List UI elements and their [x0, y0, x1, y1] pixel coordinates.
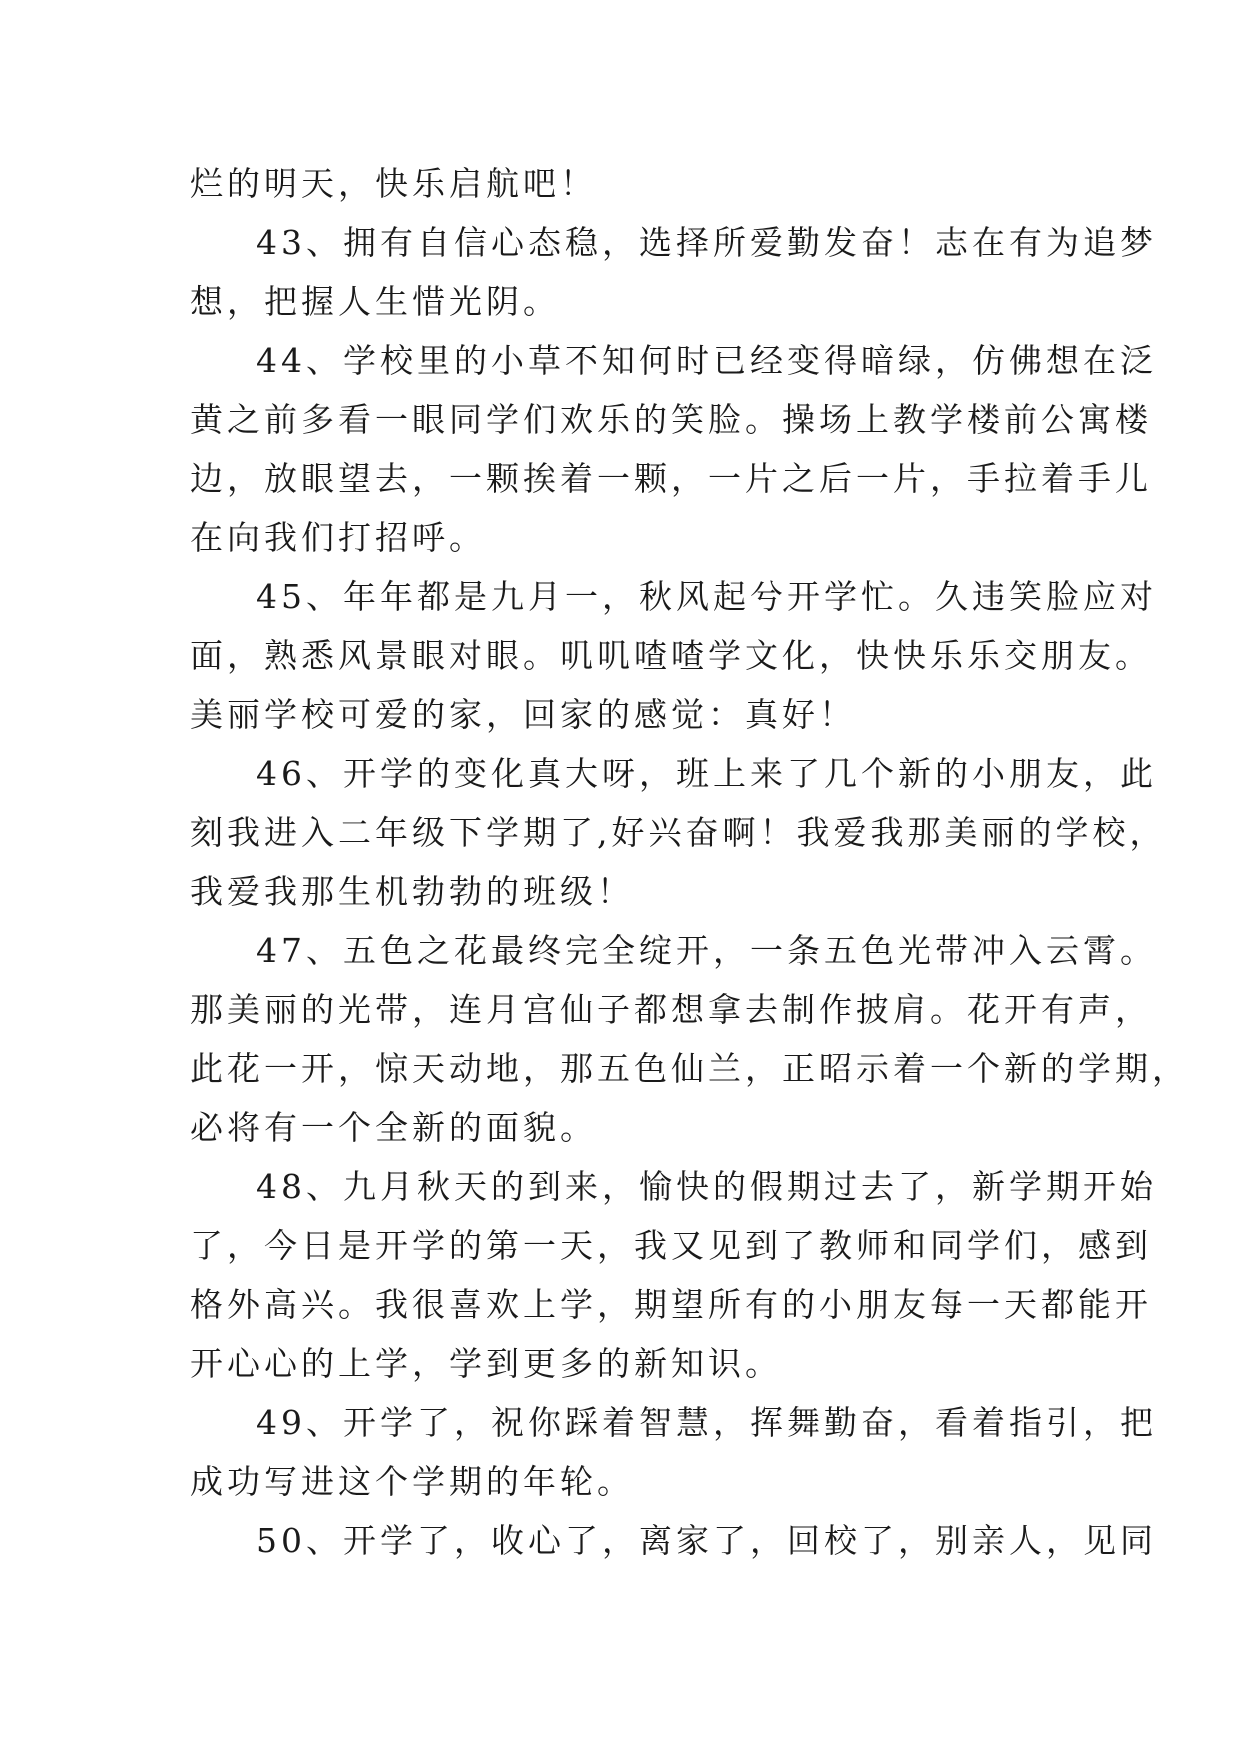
- text-line-16: 此花一开，惊天动地，那五色仙兰，正昭示着一个新的学期，: [190, 1049, 1189, 1088]
- text-line-14: 47、五色之花最终完全绽开，一条五色光带冲入云霄。: [256, 931, 1157, 970]
- text-line-10: 美丽学校可爱的家，回家的感觉：真好！: [190, 695, 856, 734]
- text-line-1: 烂的明天，快乐启航吧！: [190, 164, 597, 203]
- text-line-11: 46、开学的变化真大呀，班上来了几个新的小朋友，此: [256, 754, 1157, 793]
- text-line-18: 48、九月秋天的到来，愉快的假期过去了，新学期开始: [256, 1167, 1157, 1206]
- text-line-19: 了，今日是开学的第一天，我又见到了教师和同学们，感到: [190, 1226, 1152, 1265]
- text-line-5: 黄之前多看一眼同学们欢乐的笑脸。操场上教学楼前公寓楼: [190, 400, 1152, 439]
- text-line-8: 45、年年都是九月一，秋风起兮开学忙。久违笑脸应对: [256, 577, 1157, 616]
- text-line-21: 开心心的上学，学到更多的新知识。: [190, 1344, 782, 1383]
- text-line-6: 边，放眼望去，一颗挨着一颗，一片之后一片，手拉着手儿: [190, 459, 1152, 498]
- text-line-20: 格外高兴。我很喜欢上学，期望所有的小朋友每一天都能开: [190, 1285, 1152, 1324]
- text-line-23: 成功写进这个学期的年轮。: [190, 1462, 634, 1501]
- text-line-13: 我爱我那生机勃勃的班级！: [190, 872, 634, 911]
- text-line-7: 在向我们打招呼。: [190, 518, 486, 557]
- text-line-24: 50、开学了，收心了，离家了，回校了，别亲人，见同: [256, 1521, 1157, 1560]
- text-line-15: 那美丽的光带，连月宫仙子都想拿去制作披肩。花开有声，: [190, 990, 1152, 1029]
- text-line-9: 面，熟悉风景眼对眼。叽叽喳喳学文化，快快乐乐交朋友。: [190, 636, 1152, 675]
- text-line-2: 43、拥有自信心态稳，选择所爱勤发奋！志在有为追梦: [256, 223, 1157, 262]
- text-line-3: 想，把握人生惜光阴。: [190, 282, 560, 321]
- document-page: [190, 154, 1189, 1570]
- text-line-22: 49、开学了，祝你踩着智慧，挥舞勤奋，看着指引，把: [256, 1403, 1157, 1442]
- text-line-17: 必将有一个全新的面貌。: [190, 1108, 597, 1147]
- text-line-4: 44、学校里的小草不知何时已经变得暗绿，仿佛想在泛: [256, 341, 1157, 380]
- text-line-12: 刻我进入二年级下学期了,好兴奋啊！我爱我那美丽的学校，: [190, 813, 1167, 852]
